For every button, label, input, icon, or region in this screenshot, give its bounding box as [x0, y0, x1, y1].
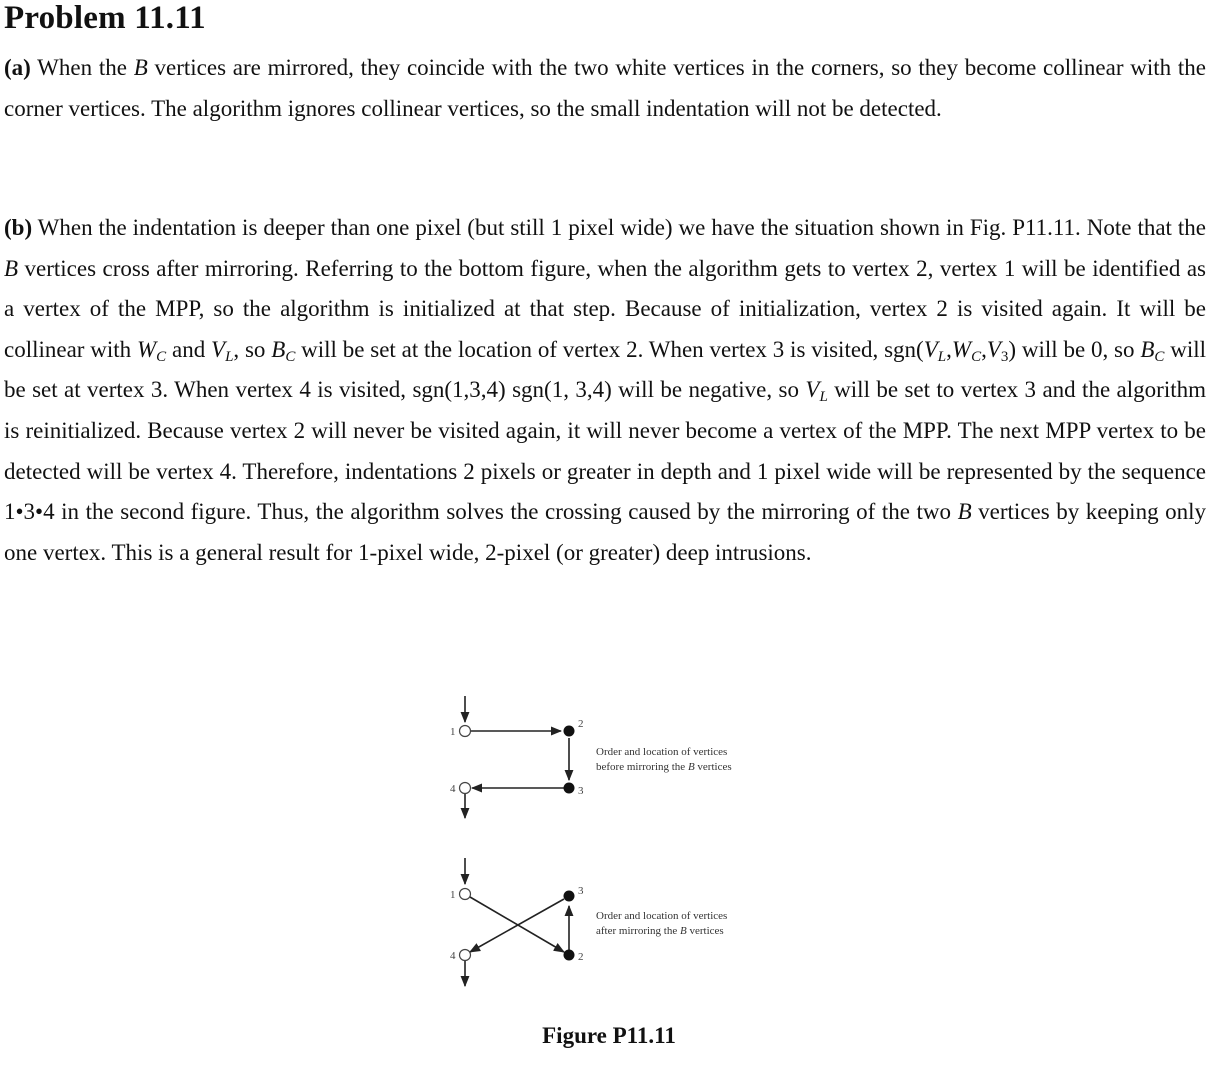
vertex-label: 1	[450, 889, 456, 901]
part-b-text: and	[166, 336, 212, 362]
subscript: C	[156, 348, 167, 365]
page-title: Problem 11.11	[4, 0, 206, 36]
vertex-label: 3	[578, 785, 584, 797]
part-b-text: vertices cross after mirroring. Referring to the bottom figure, when the algorithm gets to vertex 2, vertex 1 will be identified as a vertex of the MPP, so the algorithm is initialized at that step. Because of initialization, vertex 2 is visited again. It will be collinear with	[4, 255, 1206, 362]
part-b-text: vertices by keeping only one vertex. This is a general result for 1-pixel wide, 2-pixel (or greater) deep intrusions.	[4, 499, 1206, 565]
vl-symbol: V	[805, 377, 820, 403]
vertex-label: 4	[450, 783, 456, 795]
bottom-label-line-2: after mirroring the B vertices	[596, 925, 724, 937]
wc-symbol: W	[136, 336, 157, 362]
subscript: 3	[1000, 348, 1009, 365]
part-b-label: (b)	[4, 215, 33, 240]
part-b-text: will be set to vertex 3 and the algorithm is reinitialized. Because vertex 2 will never be visited again, it will never become a vertex of the MPP. The next MPP vertex to be detected will be vertex 4. Therefore, indentations 2 pixels or greater in depth and 1 pixel wide will be represented by the sequence 1•3•4 in the second figure. Thus, the algorithm solves the crossing caused by the mirroring of the two	[4, 377, 1206, 525]
vertex-label: 1	[450, 726, 456, 738]
top-label-line-2: before mirroring the B vertices	[596, 761, 732, 773]
wc-symbol: W	[951, 336, 972, 362]
black-vertex	[564, 950, 575, 961]
part-a-label: (a)	[4, 55, 31, 80]
subscript: C	[285, 348, 296, 365]
paragraph-a	[4, 48, 1206, 129]
b-symbol: B	[133, 55, 148, 80]
black-vertex	[564, 891, 575, 902]
subscript: L	[225, 348, 234, 365]
vertex-label: 4	[450, 950, 456, 962]
top-diagram	[450, 696, 732, 818]
subscript: L	[819, 389, 828, 406]
v3-symbol: V	[986, 336, 1001, 362]
bc-symbol: B	[271, 336, 286, 362]
white-vertex	[460, 950, 471, 961]
bottom-label-line-1: Order and location of vertices	[596, 910, 728, 922]
sgn-text: sgn(1,3,4) sgn(1, 3,4)	[412, 377, 612, 403]
sgn-text: sgn(	[884, 336, 924, 362]
subscript: C	[971, 348, 982, 365]
black-vertex	[564, 726, 575, 737]
vertex-label: 2	[578, 718, 584, 730]
sgn-text: )	[1008, 336, 1017, 362]
bc-symbol: B	[1140, 336, 1155, 362]
vertex-label: 3	[578, 885, 584, 897]
white-vertex	[460, 783, 471, 794]
subscript: C	[1154, 348, 1165, 365]
part-b-text: , so	[233, 336, 272, 362]
mpp-figure	[430, 688, 780, 1008]
paragraph-b: (b) When the indentation is deeper than one pixel (but still 1 pixel wide) we have the situation shown in Fig. P11.11. Note that the B vertices cross after mirroring. Referring to the bottom figure, when the algorithm gets to vertex 2, vertex 1 will be identified as a vertex of the MPP, so the algorithm is initialized at that step. Because of initialization, vertex 2 is visited again. It will be collinear with $W_C$ and $V_L$, so $B_C$ will be set at the location of vertex 2. When vertex 3 is visited, $sgn(V_L,W_C,V_3)$ will be 0, so $B_C$ will be set at vertex 3. When vertex 4 is visited, sgn(1,3,4) sgn(1, 3,4) will be negative, so $V_L$ will be set to vertex 3 and the algorithm is reinitialized. Because vertex 2 will never be visited again, it will never become a vertex of the MPP. The next MPP vertex to be detected will be vertex 4. Therefore, indentations 2 pixels or greater in depth and 1 pixel wide will be represented by the sequence 1•3•4 in the second figure. Thus, the algorithm solves the crossing caused by the mirroring of the two B vertices by keeping only one vertex. This is a general result for 1-pixel wide, 2-pixel (or greater) deep intrusions.	[4, 215, 1206, 565]
part-b-text: will be set at vertex 3. When vertex 4 is visited,	[4, 336, 1206, 403]
black-vertex	[564, 783, 575, 794]
part-a-text: When the	[30, 55, 134, 80]
vertex-label: 2	[578, 951, 584, 963]
figure-caption: Figure P11.11	[542, 1023, 676, 1048]
part-b-text: will be 0, so	[1016, 336, 1141, 362]
top-label-line-1: Order and location of vertices	[596, 746, 728, 758]
part-a-text: vertices are mirrored, they coincide with the two white vertices in the corners, so they become collinear with the corner vertices. The algorithm ignores collinear vertices, so the small indentation will not be detected.	[4, 55, 1206, 121]
bottom-diagram	[450, 858, 727, 986]
vl-symbol: V	[211, 336, 226, 362]
b-symbol: B	[4, 255, 19, 281]
subscript: L	[937, 348, 947, 365]
white-vertex	[460, 889, 471, 900]
vl-symbol: V	[923, 336, 938, 362]
white-vertex	[460, 726, 471, 737]
part-b-text: will be set at the location of vertex 2. When vertex 3 is visited,	[295, 336, 885, 362]
part-b-text: will be negative, so	[611, 377, 806, 403]
part-b-text: When the indentation is deeper than one pixel (but still 1 pixel wide) we have the situation shown in Fig. P11.11. Note that the	[32, 215, 1206, 240]
b-symbol: B	[957, 499, 972, 525]
